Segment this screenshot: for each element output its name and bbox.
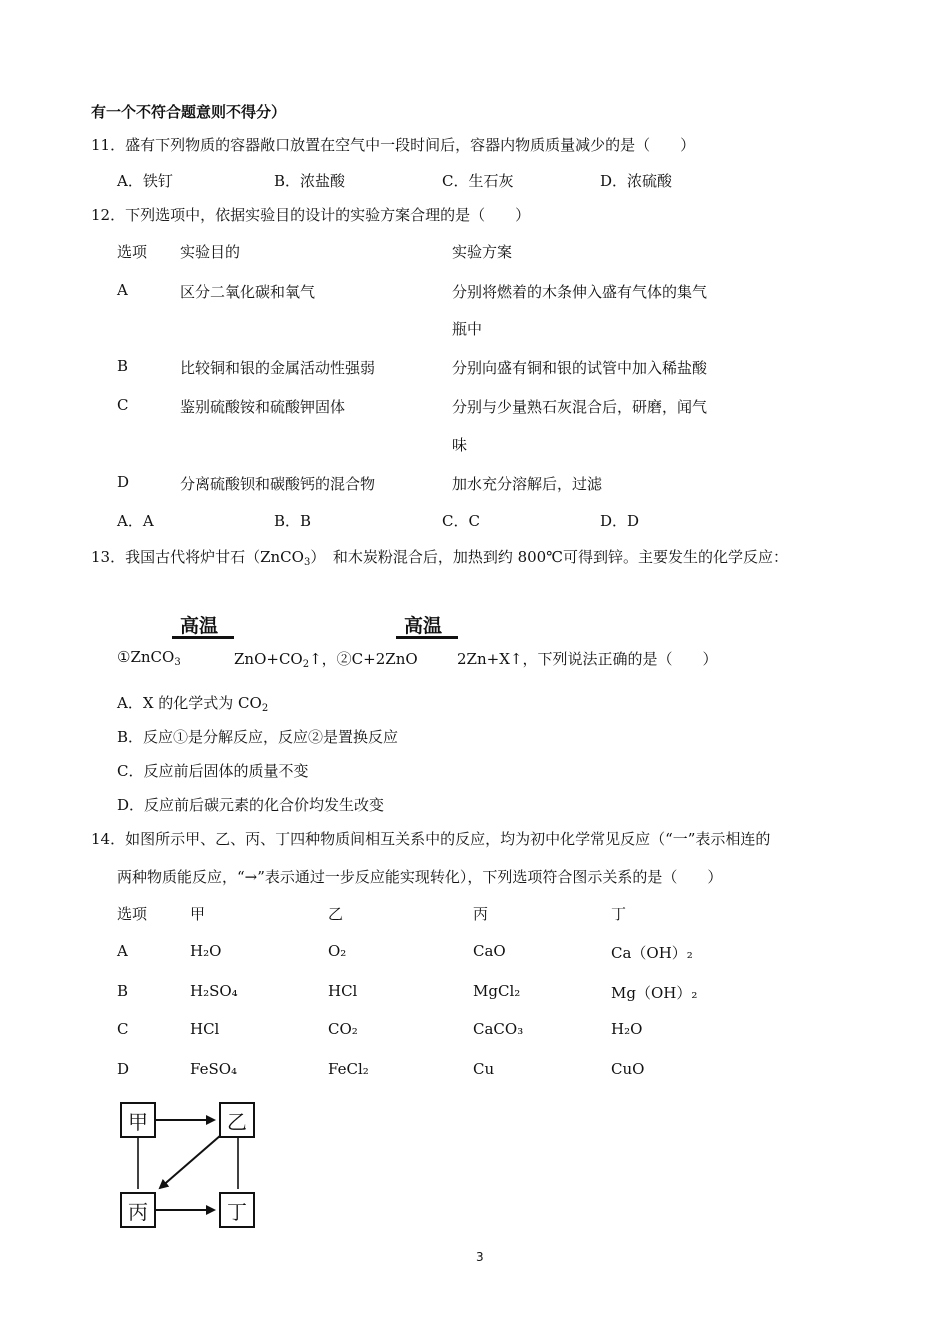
q14-stem-line-2: 两种物质能反应，“→”表示通过一步反应能实现转化），下列选项符合图示关系的是（ ）: [117, 868, 723, 886]
q14-row-option: D: [117, 1060, 130, 1078]
q13-option-b: B．反应①是分解反应，反应②是置换反应: [117, 728, 399, 746]
q14-cell: H₂SO₄: [190, 982, 238, 1000]
reaction-condition-1: 高温: [180, 615, 219, 637]
q12-option-d: D．D: [600, 512, 640, 530]
diagram-box-yi: 乙: [219, 1102, 255, 1138]
q14-cell: Ca（OH）₂: [611, 944, 693, 962]
q12-row-option: B: [117, 357, 129, 375]
q13-option-d: D．反应前后碳元素的化合价均发生改变: [117, 796, 385, 814]
reaction-condition-2: 高温: [404, 615, 443, 637]
q12-row-plan-cont: 瓶中: [452, 320, 483, 338]
arrow-yi-to-bing: [160, 1135, 221, 1188]
q14-header-ding: 丁: [611, 905, 627, 923]
q11-stem: 11．盛有下列物质的容器敞口放置在空气中一段时间后，容器内物质质量减少的是（ ）: [91, 136, 696, 154]
q14-cell: Cu: [473, 1060, 495, 1078]
q14-cell: FeCl₂: [328, 1060, 369, 1078]
q12-row-plan: 加水充分溶解后，过滤: [452, 475, 603, 493]
q12-row-goal: 鉴别硫酸铵和硫酸钾固体: [180, 398, 346, 416]
q13-option-a: A．X 的化学式为 $CO_2$: [117, 694, 269, 714]
q12-row-plan-cont: 味: [452, 436, 468, 454]
q11-option-a: A．铁钉: [117, 172, 173, 190]
q14-cell: CO₂: [328, 1020, 358, 1038]
q12-row-plan: 分别向盛有铜和银的试管中加入稀盐酸: [452, 359, 708, 377]
q14-cell: CaO: [473, 942, 506, 960]
q12-row-goal: 比较铜和银的金属活动性强弱: [180, 359, 376, 377]
q14-header-bing: 丙: [473, 905, 489, 923]
reaction-arrow-line-2: [396, 636, 458, 639]
q14-cell: CuO: [611, 1060, 645, 1078]
q12-option-b: B．B: [274, 512, 312, 530]
q13-option-c: C．反应前后固体的质量不变: [117, 762, 309, 780]
q14-header-yi: 乙: [328, 905, 344, 923]
q11-option-d: D．浓硫酸: [600, 172, 673, 190]
q14-row-option: B: [117, 982, 129, 1000]
q14-cell: O₂: [328, 942, 347, 960]
section-note: 有一个不符合题意则不得分）: [91, 103, 287, 121]
q12-row-plan: 分别将燃着的木条伸入盛有气体的集气: [452, 283, 708, 301]
q14-row-option: A: [117, 942, 128, 960]
q12-header-option: 选项: [117, 243, 148, 261]
diagram-box-ding: 丁: [219, 1192, 255, 1228]
diagram-box-bing: 丙: [120, 1192, 156, 1228]
q14-cell: Mg（OH）₂: [611, 984, 698, 1002]
q12-row-option: D: [117, 473, 130, 491]
q12-stem: 12．下列选项中，依据实验目的设计的实验方案合理的是（ ）: [91, 206, 531, 224]
q12-header-goal: 实验目的: [180, 243, 241, 261]
q14-cell: FeSO₄: [190, 1060, 238, 1078]
q14-cell: HCl: [328, 982, 358, 1000]
q12-row-option: C: [117, 396, 129, 414]
q14-cell: H₂O: [611, 1020, 643, 1038]
q12-option-a: A．A: [117, 512, 154, 530]
q11-option-b: B．浓盐酸: [274, 172, 346, 190]
q13-equation-2-product: 2Zn+X↑，下列说法正确的是（ ）: [457, 650, 718, 668]
relationship-diagram: [100, 1085, 280, 1245]
q14-stem-line-1: 14．如图所示甲、乙、丙、丁四种物质间相互关系中的反应，均为初中化学常见反应（“一”表示相连的: [91, 830, 771, 848]
q14-cell: HCl: [190, 1020, 220, 1038]
q12-header-plan: 实验方案: [452, 243, 513, 261]
q14-row-option: C: [117, 1020, 129, 1038]
q13-stem: 13．我国古代将炉甘石（ZnCO$_3$） 和木炭粉混合后，加热到约 800℃可得到锌。主要发生的化学反应：: [91, 548, 789, 568]
q12-option-c: C．C: [442, 512, 480, 530]
q12-row-plan: 分别与少量熟石灰混合后，研磨，闻气: [452, 398, 708, 416]
q14-cell: CaCO₃: [473, 1020, 524, 1038]
q14-header-option: 选项: [117, 905, 148, 923]
q12-row-option: A: [117, 281, 128, 299]
q12-row-goal: 分离硫酸钡和碳酸钙的混合物: [180, 475, 376, 493]
q11-option-c: C．生石灰: [442, 172, 514, 190]
q12-row-goal: 区分二氧化碳和氧气: [180, 283, 316, 301]
q13-equation-1-reactant: ①ZnCO$_3$: [117, 648, 181, 668]
q13-equation-1-product: $ZnO+CO_2↑$，②C+2ZnO: [234, 650, 418, 670]
diagram-box-jia: 甲: [120, 1102, 156, 1138]
reaction-arrow-line-1: [172, 636, 234, 639]
q14-header-jia: 甲: [190, 905, 206, 923]
q14-cell: MgCl₂: [473, 982, 521, 1000]
page-number: 3: [476, 1250, 484, 1264]
q14-cell: H₂O: [190, 942, 222, 960]
